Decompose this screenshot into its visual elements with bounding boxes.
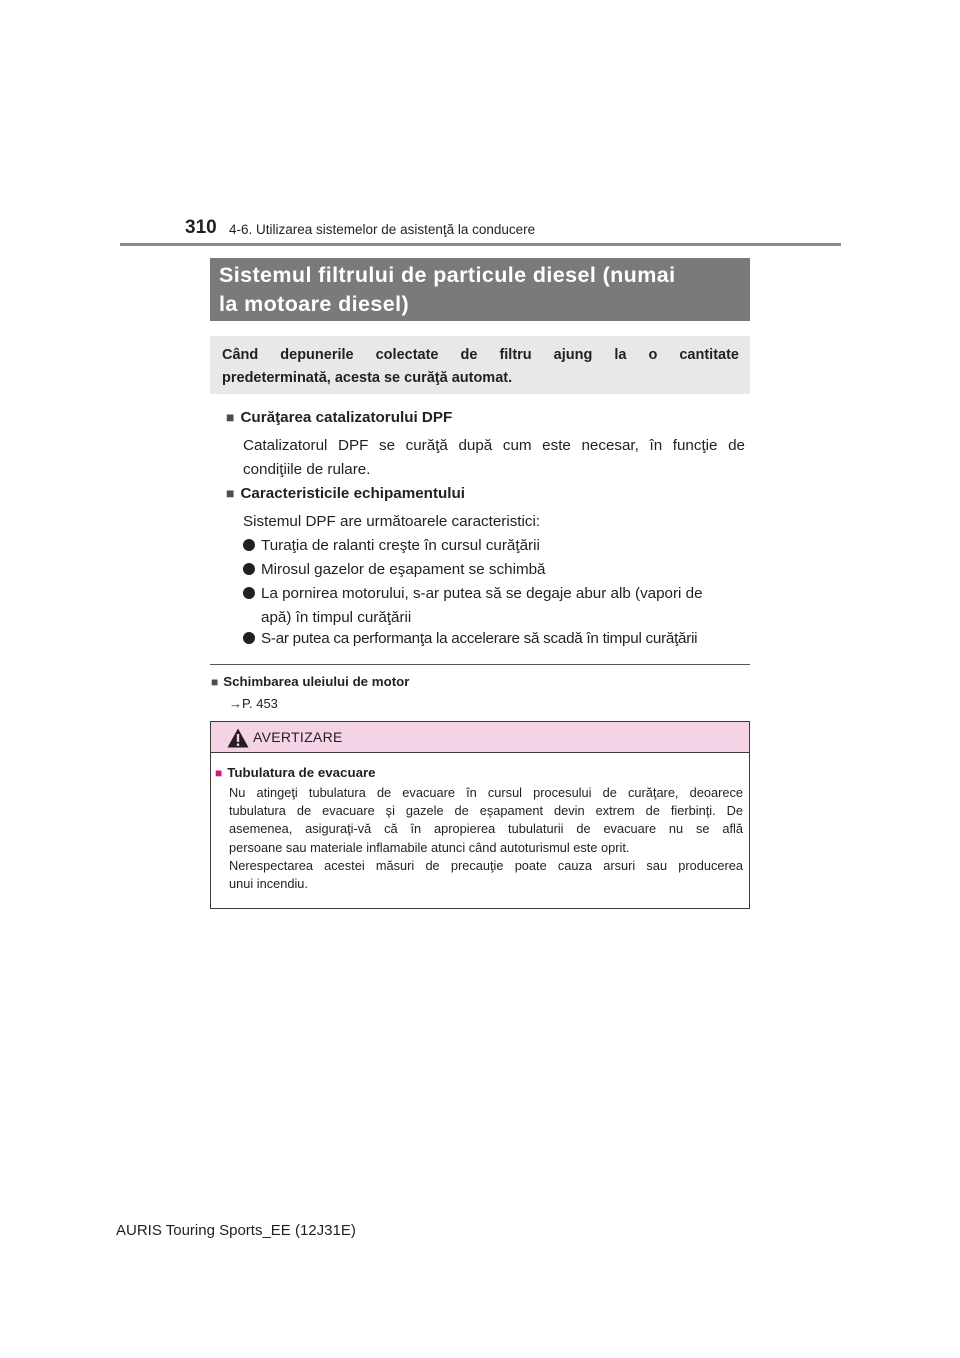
header-rule [120, 243, 841, 246]
warning-box [210, 721, 750, 909]
warning-line: unui incendiu. [229, 876, 308, 892]
bullet-dot-icon [243, 539, 255, 551]
page-reference-link[interactable]: →P. 453 [229, 696, 278, 711]
warning-subheading [215, 765, 376, 780]
warning-title: AVERTIZARE [253, 729, 343, 745]
intro-line1: Când depunerile colectate de filtru ajung la o cantitate [222, 347, 739, 363]
list-item [243, 534, 746, 558]
list-item [243, 558, 746, 582]
chapter-title: 4-6. Utilizarea sistemelor de asistenţă la conducere [229, 222, 536, 237]
subsection-heading-text: Caracteristicile echipamentului [240, 485, 465, 502]
intro-box [210, 336, 750, 394]
square-bullet-icon: ■ [211, 675, 219, 689]
square-bullet-icon: ■ [215, 766, 223, 780]
list-item-text: La pornirea motorului, s-ar putea să se degaje abur alb (vapori de [261, 585, 703, 602]
warning-header [211, 722, 749, 753]
warning-line: Nu atingeţi tubulatura de evacuare în cursul procesului de curăţare, deoarece [229, 785, 743, 800]
section-divider [210, 664, 750, 665]
note-heading-text: Schimbarea uleiului de motor [223, 674, 410, 689]
bullet-dot-icon [243, 632, 255, 644]
section-title-line1: Sistemul filtrului de particule diesel (numai [219, 263, 676, 287]
subsection-heading-text: Curăţarea catalizatorului DPF [240, 409, 453, 426]
warning-body [229, 784, 743, 893]
warning-line: tubulatura de evacuare şi gazele de eşapament devin extrem de fierbinţi. De [229, 803, 743, 819]
list-item-text: S-ar putea ca performanţa la accelerare să scadă în timpul curăţării [261, 630, 698, 647]
bullet-dot-icon [243, 563, 255, 575]
section-title-line2: la motoare diesel) [219, 292, 410, 316]
subsection-heading-features [226, 485, 465, 502]
warning-line: persoane sau materiale inflamabile atunci când autoturismul este oprit. [229, 839, 630, 855]
intro-line2: predeterminată, acesta se curăţă automat. [222, 370, 513, 386]
paragraph-line2: condiţiile de rulare. [243, 461, 371, 478]
footer-model-code: AURIS Touring Sports_EE (12J31E) [116, 1222, 356, 1239]
subsection-heading-dpf-cleaning [226, 409, 452, 426]
page-number: 310 [185, 217, 217, 238]
list-item [243, 627, 746, 651]
square-bullet-icon: ■ [226, 485, 235, 501]
square-bullet-icon: ■ [226, 409, 235, 425]
section-title-banner [210, 258, 750, 321]
note-heading [211, 674, 409, 689]
warning-subheading-text: Tubulatura de evacuare [227, 765, 376, 780]
warning-line: Nerespectarea acestei măsuri de precauţie poate cauza arsuri sau producerea [229, 857, 743, 873]
paragraph-line1: Catalizatorul DPF se curăţă după cum este necesar, în funcţie de [243, 437, 745, 454]
list-item [243, 582, 746, 606]
features-lead: Sistemul DPF are următoarele caracteristici: [243, 513, 541, 530]
list-item-text: Mirosul gazelor de eşapament se schimbă [261, 561, 546, 578]
bullet-dot-icon [243, 587, 255, 599]
list-item-text: Turaţia de ralanti creşte în cursul curăţării [261, 537, 540, 554]
list-item-continuation: apă) în timpul curăţării [261, 609, 412, 626]
warning-line: asemenea, asiguraţi-vă că în apropierea tubulaturii de evacuare nu se află [229, 821, 743, 837]
warning-triangle-icon [227, 728, 249, 748]
subsection-paragraph-dpf-cleaning [243, 434, 745, 482]
